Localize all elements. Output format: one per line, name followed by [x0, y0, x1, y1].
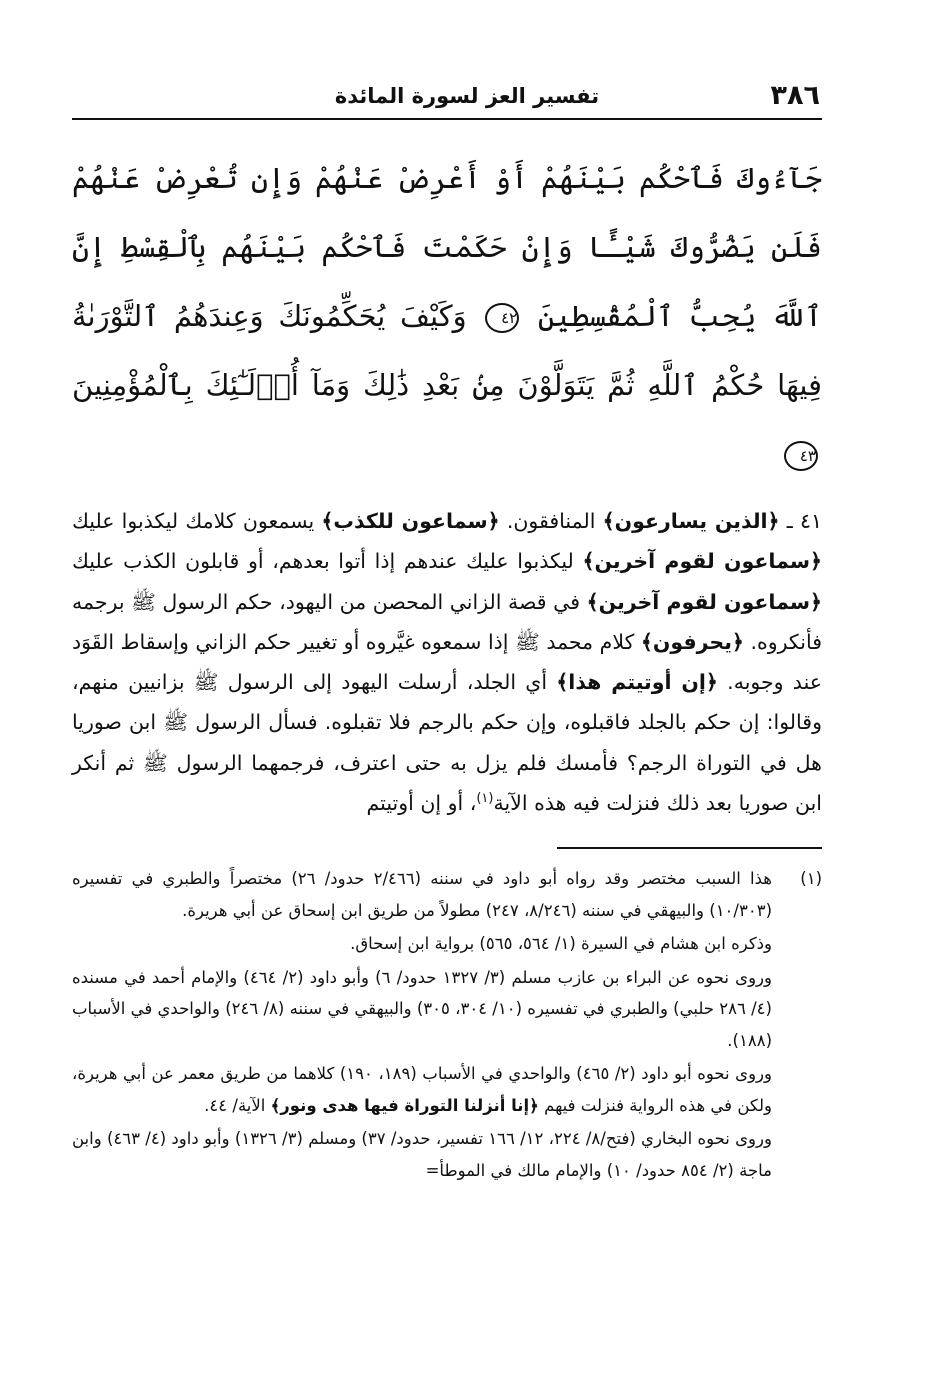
commentary-text: المنافقون.: [499, 509, 603, 533]
running-title: تفسير العز لسورة المائدة: [334, 84, 600, 108]
commentary-text: في قصة الزاني المحصن من اليهود، حكم الرسول ﷺ برجمه فأنكروه.: [72, 589, 822, 654]
commentary-text: ليكذبوا عليك عندهم إذا أتوا بعدهم، أو قابلون الكذب عليك: [72, 549, 583, 574]
verse-text: وَكَيْفَ يُحَكِّمُونَكَ وَعِندَهُمُ ٱلتَّوْرَىٰةُ فِيهَا حُكْمُ ٱللَّهِ ثُمَّ يَتَوَلَّوْنَ مِنۢ بَعْدِ ذَٰلِكَ وَمَآ أُو۟لَـٰٓئِكَ بِٱلْمُؤْمِنِينَ: [72, 299, 822, 402]
page-number: ٣٨٦: [770, 80, 820, 111]
verse-number: ٤١ ـ: [779, 509, 822, 533]
commentary-paragraph: [72, 501, 822, 823]
quoted-phrase: ﴿الذين يسارعون﴾: [602, 509, 780, 533]
ayah-number-42: ٤٢: [485, 303, 519, 333]
verse-text: جَآءُوكَ فَٱحْكُم بَيْنَهُمْ أَوْ أَعْرِضْ عَنْهُمْ وَإِن تُعْرِضْ عَنْهُمْ فَلَن يَضُرُّوكَ شَيْـًٔا وَإِنْ حَكَمْتَ فَٱحْكُم بَيْنَهُم بِٱلْقِسْطِ إِنَّ ٱللَّهَ يُحِبُّ ٱلْمُقْسِطِينَ: [72, 161, 823, 333]
footnote-body: [72, 863, 772, 1188]
quran-verses: [72, 144, 822, 489]
quoted-phrase: ﴿سماعون لقوم آخرين﴾: [582, 549, 823, 574]
footnote-divider: [557, 847, 822, 849]
footnote-paragraph: [72, 1058, 772, 1121]
quoted-verse: ﴿إنا أنزلنا التوراة فيها هدى ونور﴾: [270, 1095, 539, 1115]
page: [72, 78, 822, 1318]
quoted-phrase: ﴿إن أوتيتم هذا﴾: [556, 670, 718, 695]
footnotes: [72, 863, 822, 1188]
footnote-text: وروى نحوه أبو داود (٢/ ٤٦٥) والواحدي في الأسباب (١٨٩، ١٩٠) كلاهما من طريق معمر عن أبي هريرة، ولكن في هذه الرواية فنزلت فيهم: [72, 1064, 772, 1115]
quoted-phrase: ﴿سماعون للكذب﴾: [321, 509, 500, 533]
footnote-reference: (١): [476, 791, 494, 807]
footnote-paragraph: وروى نحوه عن البراء بن عازب مسلم (٣/ ١٣٢٧ حدود/ ٦) وأبو داود (٢/ ٤٦٤) والإمام أحمد في مسنده (٤/ ٢٨٦ حلبي) والطبري في تفسيره (١٠/ ٣٠٤، ٣٠٥) والبيهقي في سننه (٨/ ٢٤٦) والواحدي في الأسباب (١٨٨).: [72, 967, 772, 1050]
quoted-phrase: ﴿يحرفون﴾: [640, 629, 744, 654]
footnote-paragraph: هذا السبب مختصر وقد رواه أبو داود في سننه (٢/٤٦٦ حدود/ ٢٦) مختصراً والطبري في تفسيره (١٠/٣٠٣) والبيهقي في سننه (٨/٢٤٦، ٢٤٧) مطولاً من طريق ابن إسحاق عن أبي هريرة.: [72, 869, 772, 920]
commentary-text: ، أو إن أوتيتم: [366, 791, 477, 816]
page-header: [72, 78, 822, 120]
quoted-phrase: ﴿سماعون لقوم آخرين﴾: [586, 589, 822, 614]
footnote-text: الآية/ ٤٤.: [204, 1095, 271, 1115]
commentary-text: يسمعون كلامك ليكذبوا عليك: [72, 509, 322, 533]
commentary-text: أي الجلد، أرسلت اليهود إلى الرسول ﷺ بزانيين منهم، وقالوا: إن حكم بالجلد فاقبلوه، وإن حكم بالرجم فلا تقبلوه. فسأل الرسول ﷺ ابن صوريا هل في التوراة الرجم؟ فأمسك فلم يزل به حتى اعترف، فرجمهما الرسول ﷺ ثم أنكر ابن صوريا بعد ذلك فنزلت فيه هذه الآية: [72, 670, 822, 816]
ayah-number-43: ٤٣: [784, 441, 818, 471]
footnote-paragraph: وروى نحوه البخاري (فتح/٨/ ٢٢٤، ١٢/ ١٦٦ تفسير، حدود/ ٣٧) ومسلم (٣/ ١٣٢٦) وأبو داود (٤/ ٤٦٣) وابن ماجة (٢/ ٨٥٤ حدود/ ١٠) والإمام مالك في الموطأ=: [72, 1129, 772, 1180]
footnote-marker: (١): [800, 869, 822, 889]
footnote-paragraph: وذكره ابن هشام في السيرة (١/ ٥٦٤، ٥٦٥) برواية ابن إسحاق.: [350, 934, 772, 954]
footnote-1: [72, 863, 822, 1188]
commentary-text: كلام محمد ﷺ إذا سمعوه غيَّروه أو تغيير حكم الزاني وإسقاط القَوَد عند وجوبه.: [72, 629, 822, 695]
